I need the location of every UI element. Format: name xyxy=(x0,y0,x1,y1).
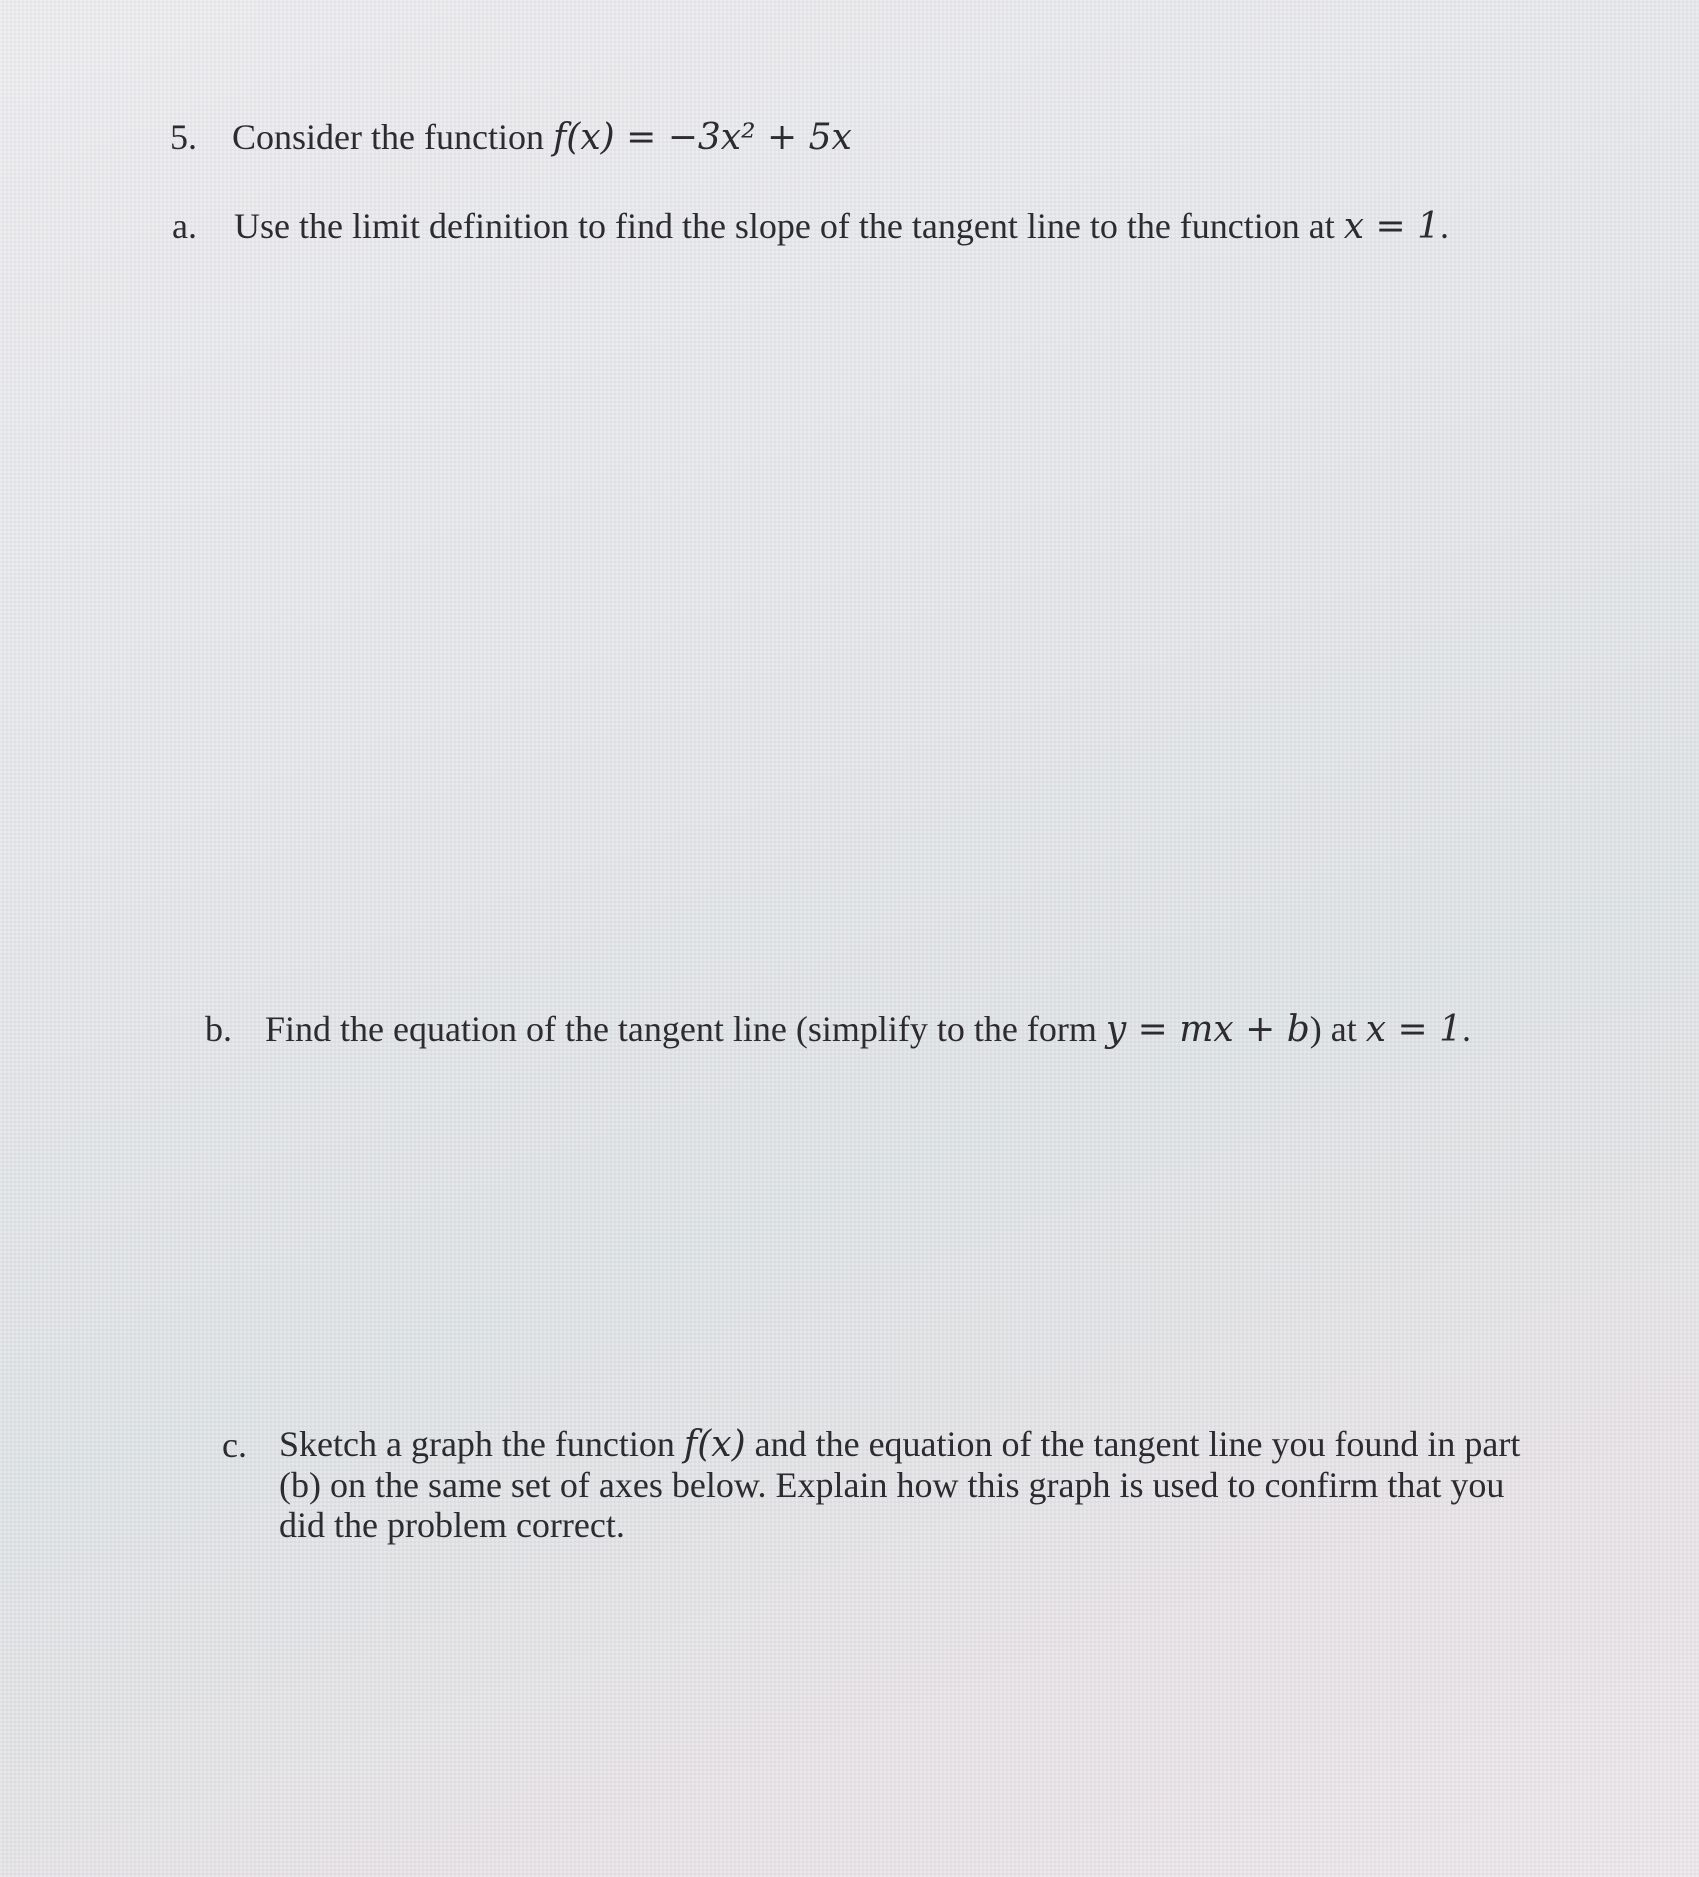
part-b-end: . xyxy=(1462,1009,1472,1049)
problem-number: 5. xyxy=(170,117,197,157)
part-a-label: a. xyxy=(172,206,197,246)
part-a-end: . xyxy=(1440,206,1450,246)
part-b-math-point: x = 1 xyxy=(1365,1009,1463,1050)
function-expression: f(x) = −3x² + 5x xyxy=(552,117,852,158)
part-a-math: x = 1 xyxy=(1343,206,1441,247)
part-c-line-1-post: and the equation of the tangent line you found in part xyxy=(754,1424,1521,1464)
part-c-line-1-pre: Sketch a graph the function xyxy=(279,1424,675,1464)
part-a-question xyxy=(172,205,1449,248)
problem-intro: Consider the function xyxy=(232,117,544,157)
part-c-line-1 xyxy=(279,1424,1699,1465)
part-b-text: Find the equation of the tangent line (simplify to the form xyxy=(265,1009,1097,1049)
part-a-text: Use the limit definition to find the slope of the tangent line to the function at xyxy=(234,206,1335,246)
part-b-text2: at xyxy=(1330,1009,1357,1049)
part-c-line-2: (b) on the same set of axes below. Explain how this graph is used to confirm that you xyxy=(279,1465,1505,1505)
part-b-label: b. xyxy=(205,1009,232,1049)
part-c-body xyxy=(279,1424,1699,1545)
part-c-line-3: did the problem correct. xyxy=(279,1505,625,1545)
part-c-line-1-math: f(x) xyxy=(683,1424,746,1465)
part-b-math-form: y = mx + b xyxy=(1105,1009,1310,1050)
part-b-question: b. Find the equation of the tangent line (simplify to the form y = mx + b) at x = 1. xyxy=(205,1009,1472,1050)
problem-5-header xyxy=(170,116,852,159)
part-c-label: c. xyxy=(222,1425,247,1465)
